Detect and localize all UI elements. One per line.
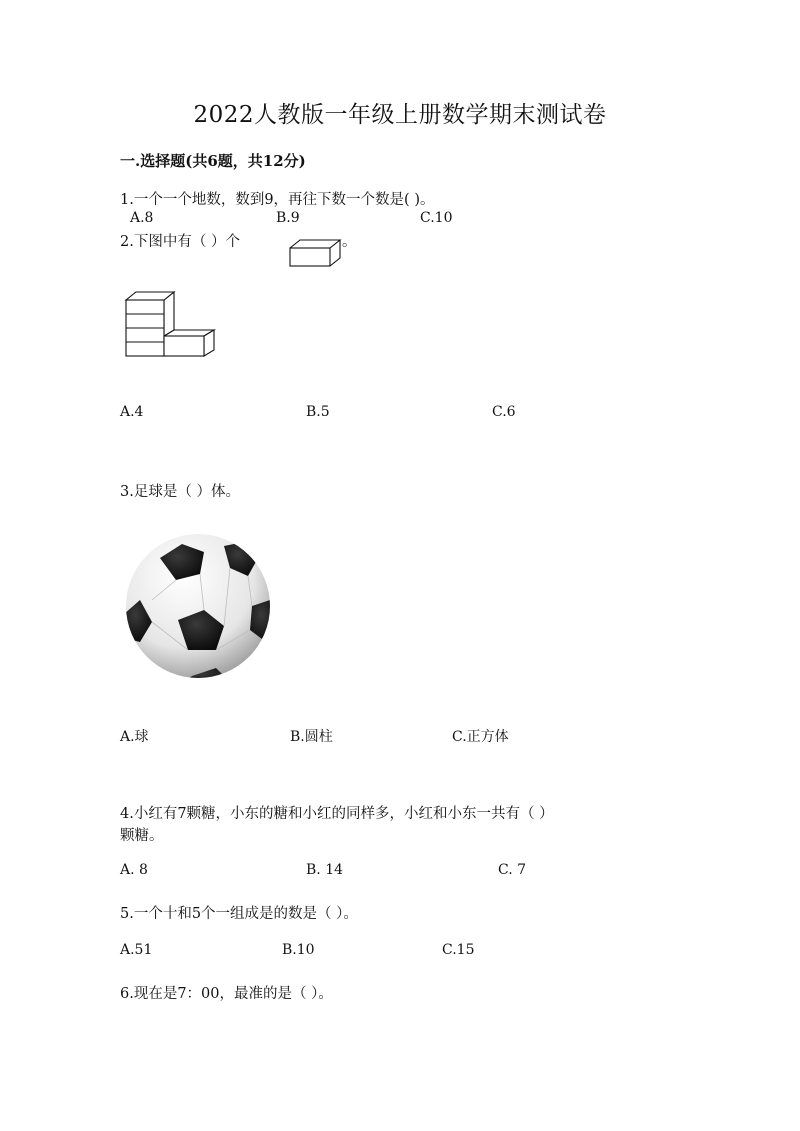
question-4-option-c: C. 7 [498, 862, 527, 878]
section-heading: 一.选择题(共6题，共12分) [120, 152, 306, 170]
rectangular-block-icon [286, 238, 348, 268]
question-4-option-b: B. 14 [306, 862, 344, 878]
question-3-option-c: C.正方体 [452, 729, 509, 745]
stacked-blocks-figure [120, 286, 220, 362]
question-4-text-line2: 颗糖。 [120, 828, 164, 844]
soccer-ball-image [120, 530, 280, 684]
question-1-text: 1.一个一个地数，数到9，再往下数一个数是( )。 [120, 192, 435, 208]
question-3-option-b: B.圆柱 [290, 729, 333, 745]
question-2-text-end: 。 [342, 234, 357, 250]
question-1-option-b: B.9 [276, 210, 300, 226]
question-4-text-line1: 4.小红有7颗糖，小东的糖和小红的同样多，小红和小东一共有（ ） [120, 806, 554, 822]
question-5-option-a: A.51 [120, 942, 153, 958]
question-5-option-b: B.10 [282, 942, 315, 958]
question-5-text: 5.一个十和5个一组成是的数是（ ）。 [120, 906, 358, 922]
question-3-text: 3.足球是（ ）体。 [120, 484, 240, 500]
question-2-text: 2.下图中有（ ）个 [120, 234, 240, 250]
question-4-option-a: A. 8 [120, 862, 148, 878]
question-1-option-c: C.10 [420, 210, 453, 226]
question-2-option-a: A.4 [120, 404, 144, 420]
question-5-option-c: C.15 [442, 942, 475, 958]
question-1-option-a: A.8 [130, 210, 154, 226]
question-3-option-a: A.球 [120, 729, 149, 745]
page-title: 2022人教版一年级上册数学期末测试卷 [193, 102, 607, 128]
question-6-text: 6.现在是7：00，最准的是（ ）。 [120, 986, 333, 1002]
question-2-option-b: B.5 [306, 404, 330, 420]
question-2-option-c: C.6 [492, 404, 516, 420]
